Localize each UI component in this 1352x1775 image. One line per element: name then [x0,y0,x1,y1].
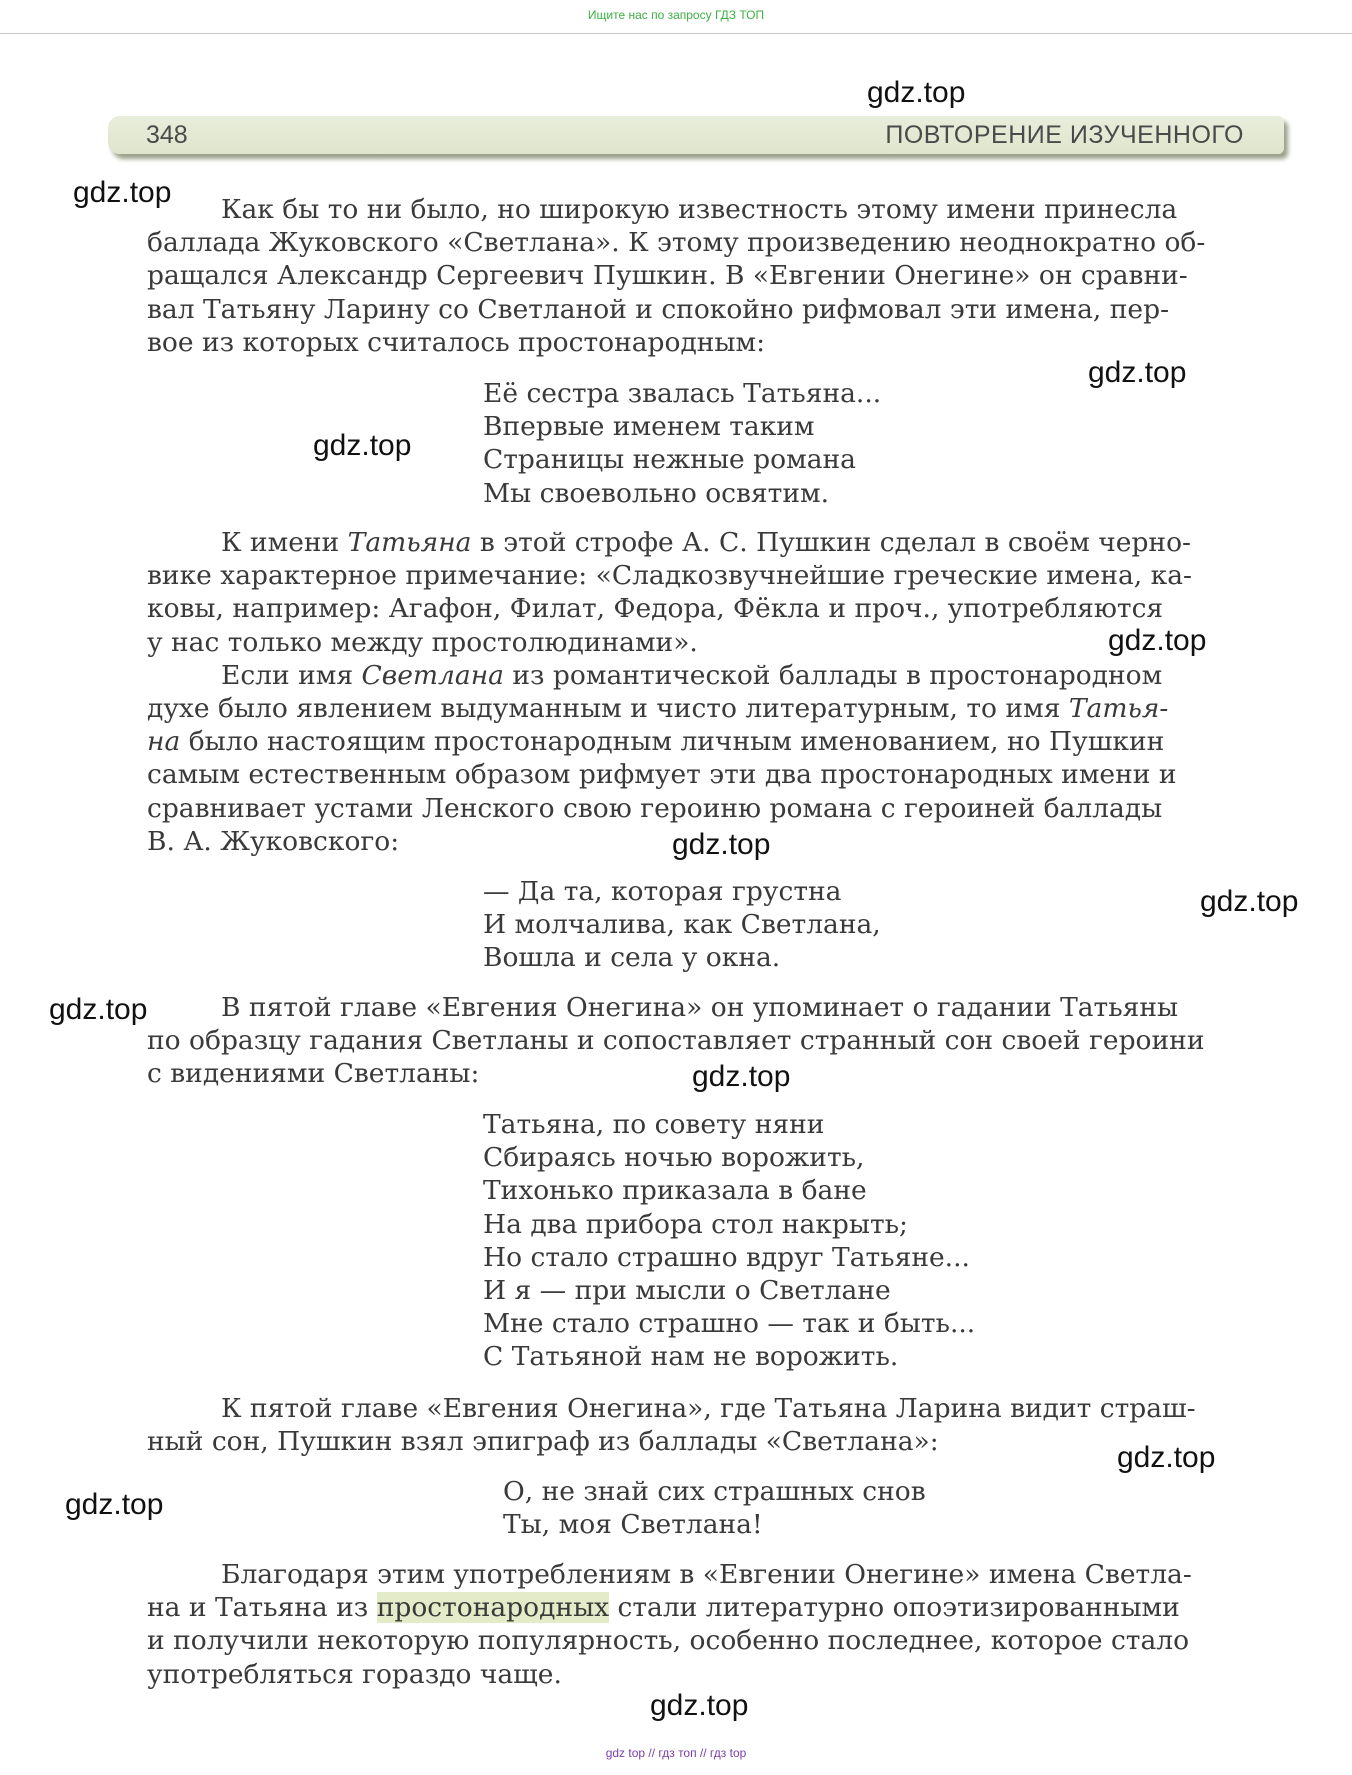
text-line: самым естественным образом рифмует эти два простонародных имени и [147,759,1177,791]
text-run: духе было явлением выдуманным и чисто литературным, то имя [147,693,1069,725]
paragraph-5 [147,1392,1245,1458]
paragraph-1 [147,193,1245,359]
verse-line: С Татьяной нам не ворожить. [483,1341,899,1373]
text-line: баллада Жуковского «Светлана». К этому произведению неоднократно об- [147,227,1206,259]
verse-quote-3 [483,1108,975,1374]
text-line: вое из которых считалось простонародным: [147,326,766,358]
verse-line: Вошла и села у окна. [483,942,781,974]
watermark: gdz.top [313,429,412,462]
verse-quote-2 [483,875,881,975]
text-run: К имени [221,527,348,558]
text-run: в этой строфе А. С. Пушкин сделал в своём черно- [471,527,1191,558]
text-line: по образцу гадания Светланы и сопоставляет странный сон своей героини [147,1025,1205,1057]
text-run: было настоящим простонародным личным именованием, но Пушкин [180,726,1165,758]
text-line [147,725,1245,758]
verse-line: Мне стало страшно — так и быть... [483,1308,976,1340]
text-line: употребляться гораздо чаще. [147,1658,562,1690]
text-line [147,1591,1245,1624]
text-line: ковы, например: Агафон, Филат, Федора, Фёкла и проч., употребляются [147,593,1164,625]
paragraph-6 [147,1558,1245,1691]
verse-line: Впервые именем таким [483,411,815,443]
text-line: Как бы то ни было, но широкую известность этому имени принесла [221,194,1178,225]
verse-line: Страницы нежные романа [483,444,856,476]
watermark: gdz.top [49,993,148,1026]
verse-line: Тихонько приказала в бане [483,1175,867,1207]
text-run: из романтической баллады в простонародном [503,659,1163,691]
watermark: gdz.top [650,1689,749,1722]
text-line: Благодаря этим употреблениям в «Евгении Онегине» имена Светла- [221,1559,1192,1590]
watermark: gdz.top [73,176,172,209]
text-line: у нас только между простолюдинами». [147,626,698,658]
text-line [147,692,1245,725]
page-number: 348 [146,121,188,149]
highlighted-word: простонародных [376,1592,610,1624]
verse-line: На два прибора стол накрыть; [483,1208,908,1240]
text-line: и получили некоторую популярность, особенно последнее, которое стало [147,1625,1190,1657]
text-line: вал Татьяну Ларину со Светланой и спокойно рифмовал эти имена, пер- [147,293,1170,325]
verse-line: Сбираясь ночью ворожить, [483,1142,865,1174]
verse-line: Мы своевольно освятим. [483,477,830,509]
footer-watermark: gdz top // гдз топ // гдз top [605,1746,747,1760]
watermark: gdz.top [1088,356,1187,389]
text-line: с видениями Светланы: [147,1058,480,1090]
verse-line: Ты, моя Светлана! [503,1509,763,1541]
verse-line: И я — при мысли о Светлане [483,1274,891,1306]
watermark: gdz.top [692,1060,791,1093]
italic-name: Светлана [361,659,504,691]
text-line [147,659,1245,692]
text-line: К пятой главе «Евгения Онегина», где Татьяна Ларина видит страш- [221,1393,1196,1424]
verse-quote-4 [503,1475,926,1541]
paragraph-2 [147,526,1245,858]
text-line [147,526,1245,559]
watermark: gdz.top [867,76,966,109]
text-line: В пятой главе «Евгения Онегина» он упоминает о гадании Татьяны [221,992,1179,1023]
verse-line: Татьяна, по совету няни [483,1109,825,1140]
verse-line: И молчалива, как Светлана, [483,909,881,941]
text-line: ный сон, Пушкин взял эпиграф из баллады «Светлана»: [147,1426,939,1458]
verse-line: — Да та, которая грустна [483,876,842,907]
italic-name: на [147,726,181,758]
text-run: стали литературно опоэтизированными [609,1592,1180,1624]
text-line: сравнивает устами Ленского свою героиню романа с героиней баллады [147,792,1163,824]
section-title: ПОВТОРЕНИЕ ИЗУЧЕННОГО [885,121,1244,149]
page-header [108,116,1284,154]
watermark: gdz.top [1200,885,1299,918]
watermark: gdz.top [65,1488,164,1521]
verse-line: Её сестра звалась Татьяна... [483,378,882,409]
text-line: В. А. Жуковского: [147,825,400,857]
verse-line: О, не знай сих страшных снов [503,1476,926,1507]
text-line: вике характерное примечание: «Сладкозвучнейшие греческие имена, ка- [147,560,1192,592]
italic-name: Татьяна [347,527,472,558]
text-run: на и Татьяна из [147,1592,377,1624]
watermark: gdz.top [672,828,771,861]
text-line: ращался Александр Сергеевич Пушкин. В «Евгении Онегине» он сравни- [147,260,1188,292]
text-run: Если имя [221,659,362,691]
watermark: gdz.top [1108,624,1207,657]
watermark: gdz.top [1117,1441,1216,1474]
italic-name: Татья- [1068,693,1169,725]
search-banner: Ищите нас по запросу ГДЗ ТОП [0,0,1352,34]
verse-line: Но стало страшно вдруг Татьяне... [483,1241,970,1273]
verse-quote-1 [483,377,881,510]
